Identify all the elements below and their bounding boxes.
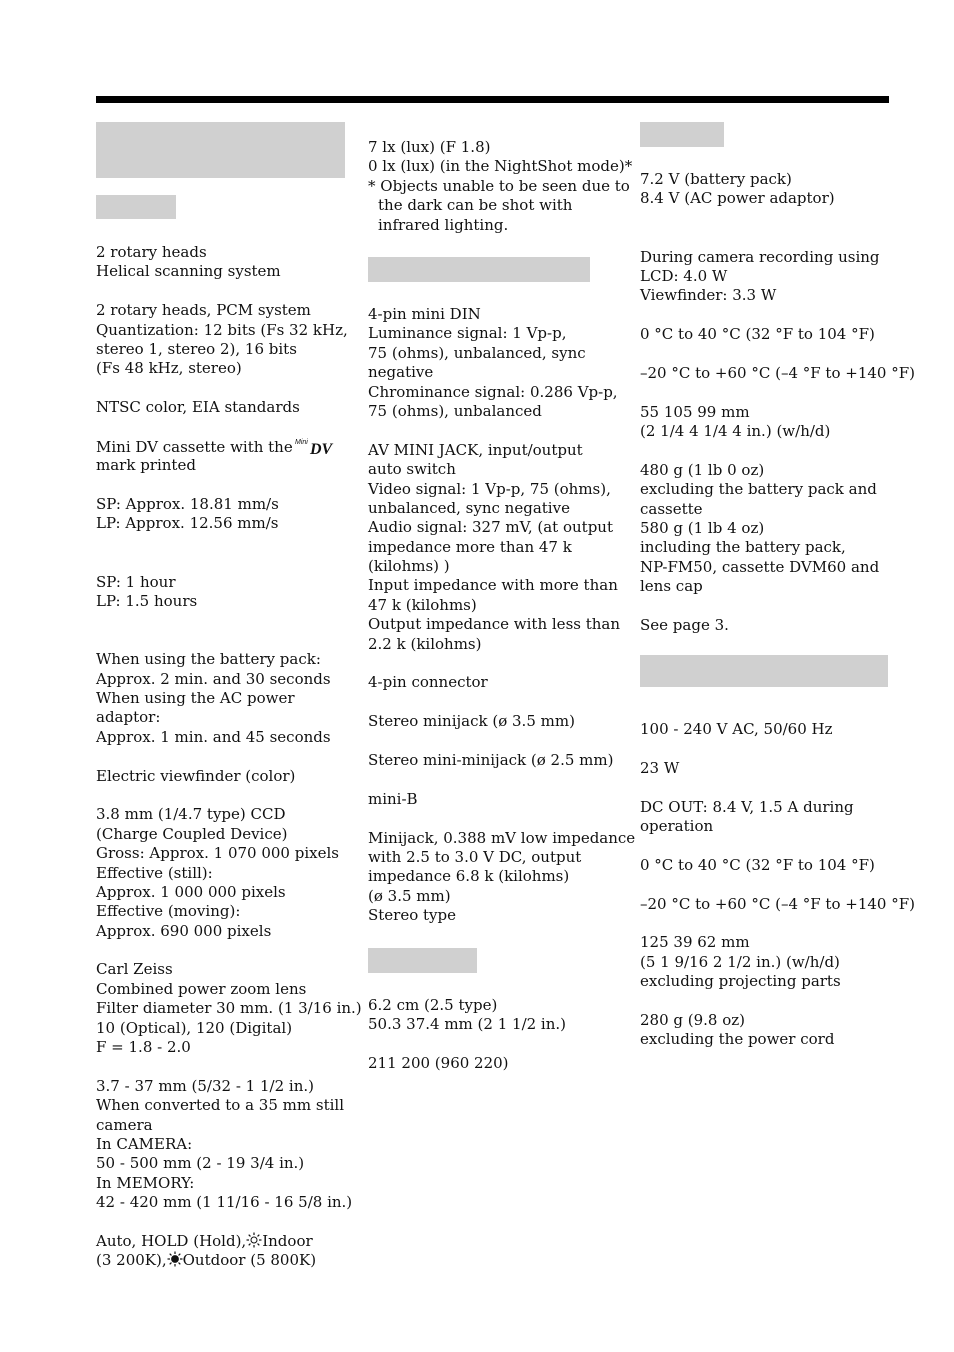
spec-text: When using the battery pack: xyxy=(96,650,321,669)
spec-text: Approx. 1 000 000 pixels xyxy=(96,882,286,901)
line-gap xyxy=(96,1213,362,1232)
spec-line xyxy=(96,262,362,281)
spec-line xyxy=(640,267,915,286)
spec-text: mini-B xyxy=(368,789,418,808)
spec-line xyxy=(96,1174,362,1193)
spec-line xyxy=(368,867,635,886)
spec-text: Video signal: 1 Vp-p, 75 (ohms), xyxy=(368,479,611,498)
spec-line xyxy=(96,243,362,262)
spec-line xyxy=(96,689,362,708)
spec-line xyxy=(640,325,915,344)
wb-outdoor-label: Outdoor (5 800K) xyxy=(182,1251,317,1270)
spec-text: 47 k (kilohms) xyxy=(368,595,477,614)
spec-line xyxy=(640,519,915,538)
line-gap xyxy=(640,836,915,855)
spec-line xyxy=(96,708,362,727)
spec-text: impedance 6.8 k (kilohms) xyxy=(368,867,570,886)
line-gap xyxy=(96,941,362,960)
spec-text: 280 g (9.8 oz) xyxy=(640,1010,746,1029)
column-3-ac-adaptor xyxy=(640,720,915,1050)
spec-line xyxy=(640,538,915,557)
section-header-bar-io xyxy=(368,257,590,282)
spec-text: * Objects unable to be seen due to xyxy=(368,176,630,195)
spec-text: During camera recording using xyxy=(640,247,880,266)
spec-text: 580 g (1 lb 4 oz) xyxy=(640,519,765,538)
spec-line xyxy=(96,1232,362,1251)
spec-text: SP: Approx. 18.81 mm/s xyxy=(96,495,279,514)
spec-text: Viewfinder: 3.3 W xyxy=(640,286,777,305)
spec-text: operation xyxy=(640,816,714,835)
line-gap xyxy=(368,732,635,751)
line-gap xyxy=(640,441,915,460)
spec-line xyxy=(96,767,362,786)
spec-line xyxy=(96,359,362,378)
spec-text: (Fs 48 kHz, stereo) xyxy=(96,359,242,378)
line-gap xyxy=(640,345,915,364)
line-gap xyxy=(640,778,915,797)
spec-text: 75 (ohms), unbalanced xyxy=(368,401,542,420)
column-2-io-connectors xyxy=(368,305,635,926)
spec-text: excluding projecting parts xyxy=(640,972,841,991)
line-gap xyxy=(640,991,915,1010)
spec-text: Filter diameter 30 mm. (1 3/16 in.) xyxy=(96,999,362,1018)
spec-line xyxy=(640,286,915,305)
spec-line xyxy=(640,616,915,635)
spec-text: Gross: Approx. 1 070 000 pixels xyxy=(96,844,339,863)
spec-text: LCD: 4.0 W xyxy=(640,266,728,285)
spec-text: (kilohms) ) xyxy=(368,557,450,576)
spec-text: 50 - 500 mm (2 - 19 3/4 in.) xyxy=(96,1154,305,1173)
spec-text: Approx. 2 min. and 30 seconds xyxy=(96,669,331,688)
spec-line xyxy=(368,712,635,731)
spec-line xyxy=(96,999,362,1018)
spec-line xyxy=(96,1038,362,1057)
spec-text: adaptor: xyxy=(96,708,161,727)
indoor-bulb-icon xyxy=(246,1232,262,1248)
spec-line xyxy=(640,189,915,208)
spec-text: 480 g (1 lb 0 oz) xyxy=(640,460,765,479)
spec-line xyxy=(368,216,632,235)
spec-text: –20 °C to +60 °C (–4 °F to +140 °F) xyxy=(640,894,915,913)
spec-text: Quantization: 12 bits (Fs 32 kHz, xyxy=(96,320,348,339)
spec-text: (2 1/4 4 1/4 4 in.) (w/h/d) xyxy=(640,422,831,441)
spec-line xyxy=(368,460,635,479)
spec-line xyxy=(640,170,915,189)
spec-line xyxy=(96,922,362,941)
spec-text: 7 lx (lux) (F 1.8) xyxy=(368,138,491,156)
wb-indoor-label: Indoor xyxy=(262,1231,313,1250)
spec-line xyxy=(368,177,632,196)
line-gap xyxy=(96,476,362,495)
spec-line xyxy=(368,673,635,692)
spec-line xyxy=(368,196,632,215)
spec-text: Stereo minijack (ø 3.5 mm) xyxy=(368,712,575,731)
spec-line xyxy=(368,305,635,324)
line-gap xyxy=(640,383,915,402)
spec-text: the dark can be shot with xyxy=(378,196,573,215)
spec-line xyxy=(96,321,362,340)
spec-text: Chrominance signal: 0.286 Vp-p, xyxy=(368,382,618,401)
spec-line xyxy=(96,1135,362,1154)
spec-line xyxy=(368,751,635,770)
spec-line xyxy=(96,340,362,359)
spec-line xyxy=(96,1019,362,1038)
spec-text: impedance more than 47 k xyxy=(368,537,572,556)
spec-line xyxy=(368,480,635,499)
spec-text: SP: 1 hour xyxy=(96,572,176,591)
spec-line xyxy=(96,728,362,747)
spec-line xyxy=(368,848,635,867)
spec-text: 0 °C to 40 °C (32 °F to 104 °F) xyxy=(640,325,875,344)
line-gap xyxy=(96,418,362,437)
spec-text: Input impedance with more than xyxy=(368,576,618,595)
spec-text: Effective (moving): xyxy=(96,902,241,921)
spec-text: cassette xyxy=(640,499,703,518)
spec-text: See page 3. xyxy=(640,615,729,634)
spec-text: 75 (ohms), unbalanced, sync xyxy=(368,343,586,362)
spec-line xyxy=(640,953,915,972)
spec-line xyxy=(368,1015,566,1034)
spec-text: excluding the battery pack and xyxy=(640,480,877,499)
spec-line xyxy=(640,364,915,383)
line-gap xyxy=(640,914,915,933)
spec-text: NTSC color, EIA standards xyxy=(96,398,300,417)
spec-line xyxy=(96,514,362,533)
spec-line xyxy=(640,933,915,952)
spec-text: 4-pin mini DIN xyxy=(368,305,481,323)
spec-text: (Charge Coupled Device) xyxy=(96,824,288,843)
spec-text: 55 105 99 mm xyxy=(640,402,750,421)
spec-text: 2 rotary heads xyxy=(96,243,207,261)
spec-text: 7.2 V (battery pack) xyxy=(640,170,792,188)
line-gap xyxy=(640,306,915,325)
line-gap xyxy=(368,693,635,712)
spec-line xyxy=(368,906,635,925)
spec-line xyxy=(640,422,915,441)
spec-text: LP: Approx. 12.56 mm/s xyxy=(96,514,279,533)
spec-line xyxy=(368,635,635,654)
spec-line xyxy=(96,883,362,902)
line-gap xyxy=(96,379,362,398)
line-gap xyxy=(368,770,635,789)
spec-text: 211 200 (960 220) xyxy=(368,1054,509,1073)
line-gap xyxy=(640,875,915,894)
line-gap xyxy=(640,739,915,758)
spec-text: excluding the power cord xyxy=(640,1030,835,1049)
column-2-illumination xyxy=(368,138,632,235)
spec-line xyxy=(640,248,915,267)
line-gap xyxy=(640,597,915,616)
spec-text: In CAMERA: xyxy=(96,1134,193,1153)
spec-line xyxy=(368,363,635,382)
spec-text: When using the AC power xyxy=(96,688,295,707)
line-gap xyxy=(96,534,362,553)
spec-line xyxy=(96,902,362,921)
spec-text: mark printed xyxy=(96,456,196,475)
line-gap xyxy=(368,1035,566,1054)
spec-line xyxy=(368,499,635,518)
spec-text: Output impedance with less than xyxy=(368,615,621,634)
spec-line xyxy=(368,1054,566,1073)
spec-line xyxy=(96,864,362,883)
spec-text: LP: 1.5 hours xyxy=(96,592,198,611)
spec-text: 2 rotary heads, PCM system xyxy=(96,301,311,320)
spec-text: Stereo mini-minijack (ø 2.5 mm) xyxy=(368,750,614,769)
spec-text: (5 1 9/16 2 1/2 in.) (w/h/d) xyxy=(640,952,840,971)
line-gap xyxy=(96,553,362,572)
spec-text: When converted to a 35 mm still xyxy=(96,1096,344,1115)
spec-text: 0 lx (lux) (in the NightShot mode)* xyxy=(368,157,633,176)
spec-line xyxy=(96,1116,362,1135)
spec-text: (ø 3.5 mm) xyxy=(368,886,451,905)
column-2-lcd-screen xyxy=(368,996,566,1074)
spec-text: lens cap xyxy=(640,577,703,596)
spec-text: Helical scanning system xyxy=(96,262,281,281)
spec-line xyxy=(96,844,362,863)
spec-text: Auto, HOLD (Hold), xyxy=(96,1231,247,1250)
spec-text: AV MINI JACK, input/output xyxy=(368,440,583,459)
line-gap xyxy=(640,209,915,228)
spec-line xyxy=(368,324,635,343)
spec-line xyxy=(96,301,362,320)
line-gap xyxy=(96,282,362,301)
spec-line xyxy=(96,825,362,844)
spec-line xyxy=(640,798,915,817)
spec-line xyxy=(368,615,635,634)
spec-line xyxy=(96,573,362,592)
line-gap xyxy=(96,747,362,766)
mini-dv-logo-icon xyxy=(295,437,335,460)
spec-text: 10 (Optical), 120 (Digital) xyxy=(96,1018,293,1037)
spec-line xyxy=(96,650,362,669)
section-header-bar-lcd xyxy=(368,948,477,973)
spec-line xyxy=(368,441,635,460)
spec-text: Stereo type xyxy=(368,906,457,925)
line-gap xyxy=(96,786,362,805)
spec-text: 100 - 240 V AC, 50/60 Hz xyxy=(640,720,833,738)
spec-line xyxy=(640,480,915,499)
spec-line xyxy=(368,996,566,1015)
spec-text: –20 °C to +60 °C (–4 °F to +140 °F) xyxy=(640,363,915,382)
spec-text: In MEMORY: xyxy=(96,1173,195,1192)
spec-line xyxy=(368,518,635,537)
spec-line xyxy=(368,157,632,176)
spec-line xyxy=(96,1077,362,1096)
spec-text: 3.8 mm (1/4.7 type) CCD xyxy=(96,805,286,824)
spec-text: with 2.5 to 3.0 V DC, output xyxy=(368,847,582,866)
spec-line xyxy=(640,759,915,778)
spec-text: F = 1.8 - 2.0 xyxy=(96,1038,191,1057)
column-3-general xyxy=(640,170,915,635)
spec-line xyxy=(640,461,915,480)
spec-line xyxy=(640,856,915,875)
spec-line xyxy=(96,960,362,979)
spec-text: 6.2 cm (2.5 type) xyxy=(368,996,498,1014)
spec-text: Approx. 1 min. and 45 seconds xyxy=(96,727,331,746)
spec-line xyxy=(640,1030,915,1049)
spec-text: stereo 1, stereo 2), 16 bits xyxy=(96,339,297,358)
spec-line xyxy=(640,500,915,519)
spec-text: Electric viewfinder (color) xyxy=(96,766,296,785)
spec-text: Mini DV cassette with the xyxy=(96,437,293,456)
spec-line xyxy=(96,980,362,999)
spec-text: DC OUT: 8.4 V, 1.5 A during xyxy=(640,797,854,816)
spec-text: 3.7 - 37 mm (5/32 - 1 1/2 in.) xyxy=(96,1076,314,1095)
spec-line xyxy=(96,592,362,611)
spec-line xyxy=(96,670,362,689)
line-gap xyxy=(96,1057,362,1076)
section-header-bar-general xyxy=(640,122,724,147)
outdoor-sun-icon xyxy=(167,1251,183,1267)
spec-text: auto switch xyxy=(368,460,456,479)
spec-line xyxy=(368,538,635,557)
spec-line xyxy=(640,1011,915,1030)
spec-text: Minijack, 0.388 mV low impedance xyxy=(368,828,636,847)
spec-line xyxy=(368,790,635,809)
line-gap xyxy=(368,421,635,440)
spec-line xyxy=(96,437,362,456)
spec-line xyxy=(368,829,635,848)
svg-text:Mini: Mini xyxy=(294,438,308,446)
spec-text: unbalanced, sync negative xyxy=(368,498,570,517)
spec-line xyxy=(96,495,362,514)
line-gap xyxy=(368,809,635,828)
spec-text: negative xyxy=(368,363,434,382)
spec-text: Carl Zeiss xyxy=(96,960,173,979)
spec-line xyxy=(96,398,362,417)
spec-line xyxy=(640,895,915,914)
spec-line xyxy=(640,817,915,836)
spec-line xyxy=(368,557,635,576)
spec-text: 2.2 k (kilohms) xyxy=(368,634,482,653)
spec-text: Combined power zoom lens xyxy=(96,979,307,998)
line-gap xyxy=(368,654,635,673)
spec-text: 42 - 420 mm (1 11/16 - 16 5/8 in.) xyxy=(96,1193,353,1212)
spec-text: (3 200K), xyxy=(96,1251,167,1270)
section-header-bar-main xyxy=(96,122,345,178)
spec-line xyxy=(368,576,635,595)
line-gap xyxy=(96,631,362,650)
spec-line xyxy=(96,805,362,824)
spec-text: 125 39 62 mm xyxy=(640,933,750,952)
line-gap xyxy=(640,228,915,247)
spec-line xyxy=(96,1154,362,1173)
spec-line xyxy=(640,577,915,596)
top-rule xyxy=(96,96,889,103)
spec-line xyxy=(96,1251,362,1270)
spec-line xyxy=(368,402,635,421)
spec-text: including the battery pack, xyxy=(640,538,846,557)
spec-line xyxy=(96,1193,362,1212)
spec-line xyxy=(640,403,915,422)
column-1 xyxy=(96,243,362,1271)
spec-text: 8.4 V (AC power adaptor) xyxy=(640,189,835,208)
spec-line xyxy=(640,972,915,991)
spec-text: 50.3 37.4 mm (2 1 1/2 in.) xyxy=(368,1015,567,1034)
spec-text: 23 W xyxy=(640,758,680,777)
spec-text: Luminance signal: 1 Vp-p, xyxy=(368,324,567,343)
spec-text: infrared lighting. xyxy=(378,215,509,234)
line-gap xyxy=(96,611,362,630)
spec-line xyxy=(368,138,632,157)
spec-line xyxy=(368,596,635,615)
spec-line xyxy=(640,720,915,739)
spec-line xyxy=(368,344,635,363)
section-header-bar-ac-adaptor xyxy=(640,655,888,687)
spec-line xyxy=(640,558,915,577)
section-header-bar-system xyxy=(96,195,176,219)
spec-line xyxy=(368,887,635,906)
spec-text: 4-pin connector xyxy=(368,673,488,692)
spec-text: 0 °C to 40 °C (32 °F to 104 °F) xyxy=(640,855,875,874)
spec-text: Audio signal: 327 mV, (at output xyxy=(368,518,613,537)
spec-text: Approx. 690 000 pixels xyxy=(96,921,272,940)
spec-text: NP-FM50, cassette DVM60 and xyxy=(640,557,880,576)
spec-line xyxy=(96,1096,362,1115)
spec-line xyxy=(368,383,635,402)
svg-text:DV: DV xyxy=(309,440,332,455)
spec-text: camera xyxy=(96,1115,153,1134)
spec-text: Effective (still): xyxy=(96,863,213,882)
